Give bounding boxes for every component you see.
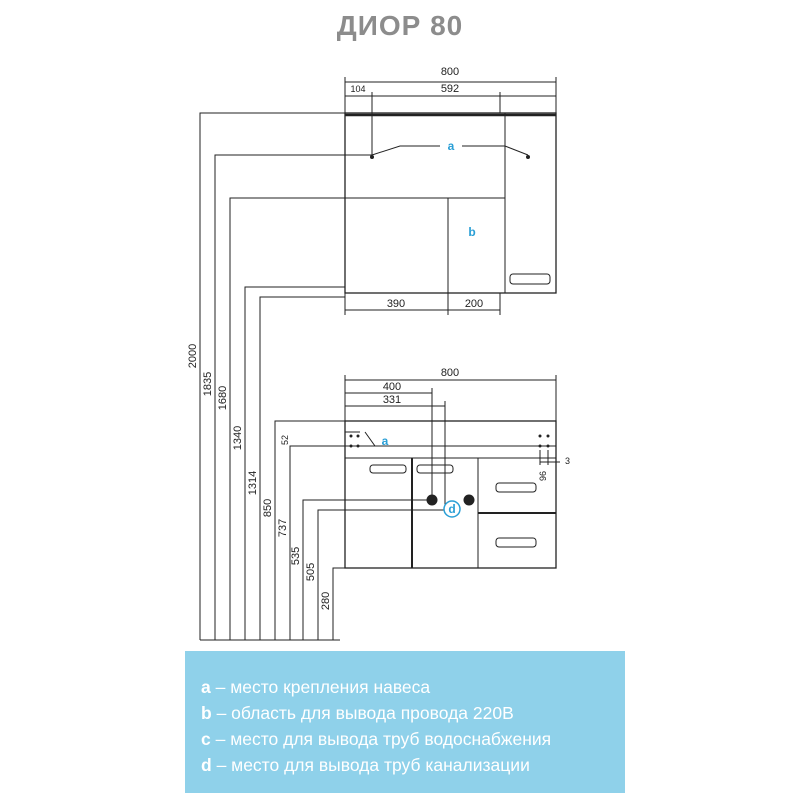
- height-label-535: 535: [290, 546, 302, 566]
- side-dim-96: 96: [538, 470, 548, 482]
- legend-item-a: [201, 677, 430, 698]
- height-label-1314: 1314: [247, 470, 259, 496]
- mark-d: d: [448, 502, 456, 516]
- height-line-2000: [200, 113, 345, 640]
- shelf-left-label: 390: [386, 298, 406, 310]
- height-line-280: [333, 568, 345, 640]
- upper-handle: [510, 274, 550, 284]
- mark-a-lower: a: [381, 434, 389, 448]
- legend-key: b: [201, 703, 212, 723]
- mark-a-upper: a: [447, 139, 455, 153]
- shelf-right-label: 200: [464, 298, 484, 310]
- upper-width-label: 800: [440, 66, 460, 78]
- height-label-505: 505: [305, 562, 317, 582]
- lower-handle-4: [496, 538, 536, 547]
- water-outlet-right: [464, 495, 475, 506]
- legend-key: c: [201, 729, 211, 749]
- upper-mount-right: [462, 146, 528, 155]
- legend-item-b: [201, 703, 514, 724]
- side-dim-3: 3: [565, 456, 571, 466]
- legend-text: – место крепления навеса: [210, 677, 431, 697]
- legend-panel: [185, 651, 625, 793]
- legend-item-c: [201, 729, 551, 750]
- upper-left-width-label: 104: [350, 84, 366, 94]
- legend-key: d: [201, 755, 212, 775]
- upper-middle-width-label: 592: [440, 83, 460, 95]
- sink-offset-label-1: 400: [382, 381, 402, 393]
- height-label-2000: 2000: [187, 343, 199, 369]
- height-label-280: 280: [320, 591, 332, 611]
- height-line-1835: [215, 155, 372, 640]
- legend-key: a: [201, 677, 211, 697]
- mark-b: b: [468, 225, 476, 239]
- lower-width-label: 800: [440, 367, 460, 379]
- legend-text: – место для вывода труб канализации: [211, 755, 530, 775]
- height-label-1680: 1680: [217, 385, 229, 411]
- height-line-1680: [230, 198, 345, 640]
- sink-offset-label-2: 331: [382, 394, 402, 406]
- water-outlet-left: [427, 495, 438, 506]
- height-line-505: [318, 510, 445, 640]
- upper-mount-left: [372, 146, 440, 155]
- mount-height-52: 52: [280, 434, 290, 446]
- height-label-1340: 1340: [232, 425, 244, 451]
- lower-handle-3: [496, 483, 536, 492]
- legend-text: – область для вывода провода 220В: [211, 703, 514, 723]
- lower-cabinet-body: [345, 421, 556, 568]
- legend-item-d: [201, 755, 530, 776]
- height-label-737: 737: [277, 518, 289, 538]
- lower-handle-1: [370, 465, 406, 473]
- height-label-1835: 1835: [202, 371, 214, 397]
- page-title: ДИОР 80: [336, 10, 464, 41]
- legend-text: – место для вывода труб водоснабжения: [210, 729, 552, 749]
- lower-handle-2: [417, 465, 453, 473]
- height-label-850: 850: [262, 498, 274, 518]
